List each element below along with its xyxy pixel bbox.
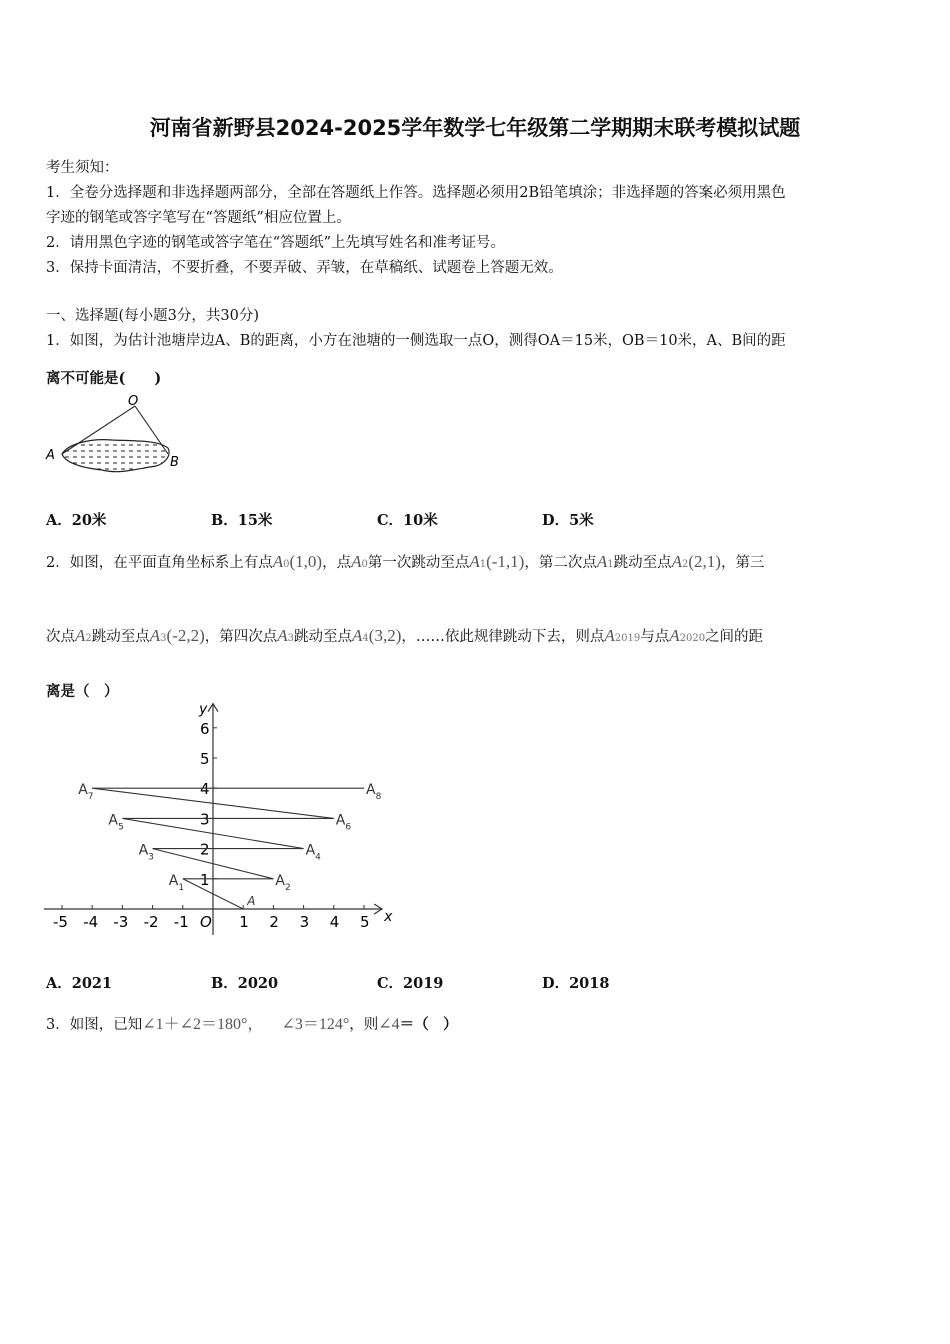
coord-A1: (-1,1) [486,552,525,571]
point-A2020: A [669,626,680,645]
sub-1: 1 [607,559,614,570]
point-label: $A_3$ [138,842,154,863]
x-tick-label: -2 [143,913,159,931]
q1-text-line2: 离不可能是( ) [46,370,162,387]
sub-0: 0 [361,559,368,570]
point-label: $A_6$ [335,812,352,833]
sub-2019: 2019 [614,633,641,644]
sub-2: 2 [682,559,689,570]
q3-line [46,1005,458,1045]
point-A2019: A [604,626,615,645]
q2-text: 与点 [640,629,670,645]
q2-option-b: B．2020 [211,975,279,992]
point-A2: A [671,552,682,571]
y-axis-label: y [199,701,208,718]
point-A1: A [469,552,480,571]
section-heading: 一、选择题(每小题3分，共30分) [46,308,259,324]
x-tick-label: -1 [173,913,189,931]
q2-option-d: D．2018 [542,975,610,992]
notice-item-1: 1．全卷分选择题和非选择题两部分，全部在答题纸上作答。选择题必须用2B铅笔填涂；非选择题的答案必须用黑色 [46,185,786,201]
label-O: O [128,394,139,409]
notice-item-1-cont: 字迹的钢笔或答字笔写在“答题纸”相应位置上。 [46,210,351,226]
coord-A4: (3,2) [368,626,402,645]
x-tick-label: 2 [269,913,279,931]
q2-text: 第一次跳动至点 [367,555,470,571]
sub-3: 3 [287,633,295,644]
coord-A0: (1,0) [289,552,323,571]
q3-text: ，则 [349,1017,379,1033]
sub-4: 4 [362,633,369,644]
sub-2: 2 [85,633,92,644]
x-tick-label: O [200,913,212,931]
q2-line3: 离是（ ） [46,683,119,700]
q2-text: 跳动至点 [613,555,672,571]
q2-text: 次点 [46,629,75,645]
y-tick-label: 5 [200,750,210,768]
q1-option-a: A．20米 [46,512,107,529]
q2-text: ，第三 [720,555,765,571]
q2-text: 2．如图，在平面直角坐标系上有点 [46,555,273,571]
q3-expr-1: ∠1＋∠2＝180°， [142,1016,264,1033]
point-A3: A [149,626,161,645]
q2-text: ，点 [322,555,352,571]
label-B: B [170,455,179,470]
q3-expr-3: ∠4 [378,1016,400,1033]
sub-1: 1 [479,559,487,570]
pond-figure [40,388,190,488]
x-tick-label: 1 [239,913,249,931]
coord-A2: (2,1) [688,552,721,571]
q3-text: ＝（ ） [399,1016,458,1033]
q1-option-b: B．15米 [211,512,273,529]
sub-2020: 2020 [679,633,706,644]
point-A1: A [596,552,608,571]
q2-text: 跳动至点 [91,629,150,645]
x-axis-label: x [384,909,393,925]
q1-text-line1: 1．如图，为估计池塘岸边A、B的距离，小方在池塘的一侧选取一点O，测得OA＝15米，OB＝10米，A、B间的距 [46,333,786,349]
point-A3: A [277,626,288,645]
sub-3: 3 [160,633,167,644]
x-tick-label: -3 [113,913,129,931]
x-tick-label: -4 [83,913,99,931]
pond-shape [62,440,169,472]
point-label: $A_4$ [305,842,321,863]
point-label: $A_8$ [366,782,382,803]
q3-expr-2: ∠3＝124° [281,1016,350,1033]
point-label: $A_5$ [108,812,124,833]
q2-option-a: A．2021 [46,975,113,992]
q2-text: ，第二次点 [524,555,597,571]
point-label: $A_7$ [78,782,94,803]
q2-text: ，第四次点 [204,629,278,645]
q2-line1 [46,542,764,585]
y-tick-label: 3 [200,810,210,829]
x-tick-label: 4 [329,913,340,931]
q2-text: ，……依此规律跳动下去，则点 [401,629,605,645]
q2-line2 [46,616,763,659]
q2-option-c: C．2019 [377,975,444,992]
q2-text: 跳动至点 [294,629,353,645]
point-A2: A [75,626,86,645]
point-A0: A [351,552,362,571]
point-A0: A [272,552,284,571]
jump-coordinate-plot [40,700,400,945]
point-A4: A [352,626,363,645]
x-tick-label: 3 [299,913,310,931]
notice-heading: 考生须知： [46,160,119,176]
page-title: 河南省新野县2024-2025学年数学七年级第二学期期末联考模拟试题 [149,116,801,140]
point-label: A [247,894,256,908]
notice-item-3: 3．保持卡面清洁，不要折叠，不要弄破、弄皱，在草稿纸、试题卷上答题无效。 [46,260,563,276]
q1-option-d: D．5米 [542,512,594,529]
q3-text: 3．如图，已知 [46,1017,143,1033]
q2-text: 之间的距 [705,629,764,645]
q1-option-c: C．10米 [377,512,438,529]
sub-0: 0 [283,559,290,570]
y-tick-label: 4 [200,780,210,799]
y-tick-label: 6 [200,719,210,738]
notice-item-2: 2．请用黑色字迹的钢笔或答字笔在“答题纸”上先填写姓名和准考证号。 [46,235,506,251]
coord-A3: (-2,2) [166,626,205,645]
y-tick-label: 1 [200,870,210,889]
point-label: $A_1$ [168,872,185,893]
label-A: A [46,448,55,463]
x-tick-label: 5 [360,913,370,931]
point-label: $A_2$ [275,872,291,893]
x-tick-label: -5 [53,913,68,931]
y-tick-label: 2 [200,840,210,859]
